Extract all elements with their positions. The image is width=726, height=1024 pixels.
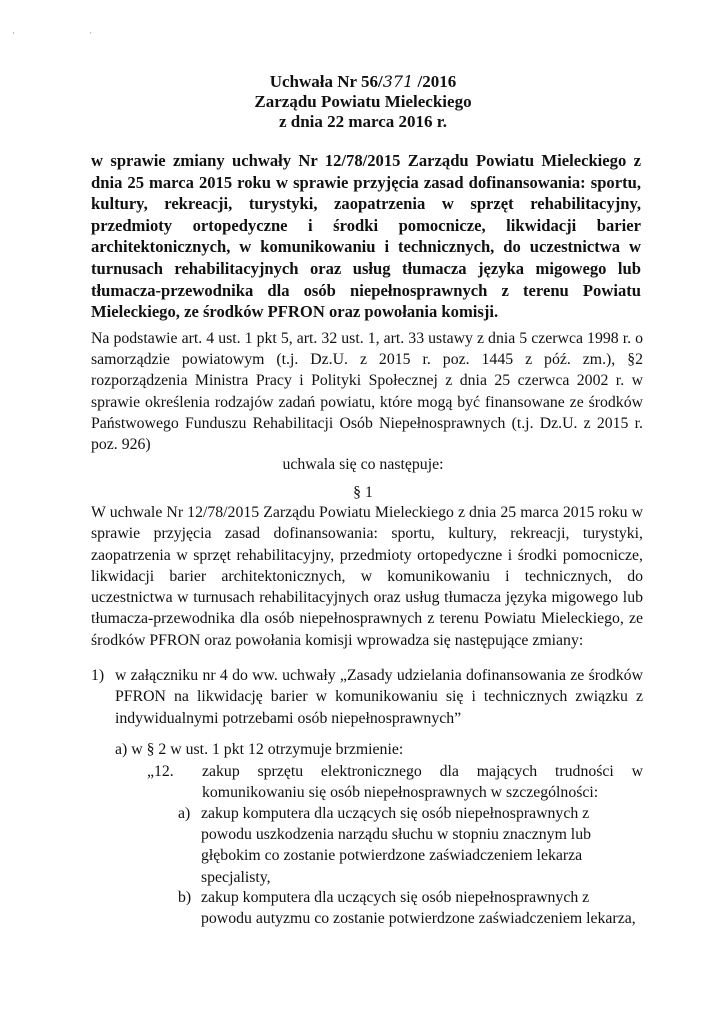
section-1-heading: § 1 bbox=[353, 484, 373, 501]
resolution-number-prefix: Uchwała Nr 56/ bbox=[269, 72, 383, 91]
scan-specks: ·​ · bbox=[12, 28, 129, 38]
resolves-line: uchwala się co następuje: bbox=[282, 456, 444, 473]
resolution-date: z dnia 22 marca 2016 r. bbox=[278, 112, 448, 131]
letter-a-label: a) bbox=[178, 805, 191, 822]
resolution-number-suffix: /2016 bbox=[413, 72, 457, 91]
item-number: 1) bbox=[91, 667, 105, 684]
letter-b-text: zakup komputera dla uczących się osób niepełnosprawnych z powodu autyzmu co zostanie potwierdzone zaświadczeniem lekarza, bbox=[201, 889, 636, 928]
resolution-header bbox=[0, 72, 726, 132]
item-1-text: w załączniku nr 4 do ww. uchwały „Zasady udzielania dofinansowania ze środków PFRON na likwidację barier w komunikowaniu się i technicznych związku z indywidualnymi potrzebami osób niepełnosprawnych” bbox=[115, 667, 643, 727]
sub-item-a: a) w § 2 w ust. 1 pkt 12 otrzymuje brzmienie: bbox=[115, 741, 404, 758]
handwritten-number: 371 bbox=[382, 72, 414, 91]
resolution-subject: w sprawie zmiany uchwały Nr 12/78/2015 Zarządu Powiatu Mieleckiego z dnia 25 marca 2015 roku w sprawie przyjęcia zasad dofinansowania: sportu, kultury, rekreacji, turystyki, zaopatrzenia w sprzęt rehabilitacyjny, przedmioty ortopedyczne i środki pomocnicze, likwidacji barier architektonicznych, w komunikowaniu i technicznych, do uczestnictwa w turnusach rehabilitacyjnych oraz usług tłumacza języka migowego lub tłumacza-przewodnika dla osób niepełnosprawnych z terenu Powiatu Mieleckiego, ze środków PFRON oraz powołania komisji. bbox=[91, 151, 641, 322]
resolution-number bbox=[0, 72, 726, 92]
section-1-intro: W uchwale Nr 12/78/2015 Zarządu Powiatu Mieleckiego z dnia 25 marca 2015 roku w sprawie przyjęcia zasad dofinansowania: sportu, kultury, rekreacji, turystyki, zaopatrzenia w sprzęt rehabilitacyjny, przedmioty ortopedyczne i środki pomocnicze, likwidacji barier architektonicznych, w komunikowaniu i technicznych, do uczestnictwa w turnusach rehabilitacyjnych oraz usług tłumacza języka migowego lub tłumacza-przewodnika dla osób niepełnosprawnych z terenu Powiatu Mieleckiego, ze środków PFRON oraz powołania komisji wprowadza się następujące zmiany: bbox=[91, 504, 643, 649]
letter-a-text: zakup komputera dla uczących się osób niepełnosprawnych z powodu uszkodzenia narządu słuchu w stopniu znacznym lub głębokim co zostanie potwierdzone zaświadczeniem lekarza specjalisty, bbox=[201, 805, 591, 886]
letter-b-label: b) bbox=[178, 889, 192, 906]
point-12-number: „12. bbox=[147, 763, 174, 780]
legal-basis: Na podstawie art. 4 ust. 1 pkt 5, art. 32 ust. 1, art. 33 ustawy z dnia 5 czerwca 1998 r. o samorządzie powiatowym (t.j. Dz.U. z 2015 r. poz. 1445 z póź. zm.), §2 rozporządzenia Ministra Pracy i Polityki Społecznej z dnia 25 czerwca 2002 r. w sprawie określenia rodzajów zadań powiatu, które mogą być finansowane ze środków Państwowego Funduszu Rehabilitacji Osób Niepełnosprawnych (t.j. Dz.U. z 2015 r. poz. 926) bbox=[91, 330, 643, 454]
issuing-body: Zarządu Powiatu Mieleckiego bbox=[254, 92, 472, 111]
point-12-text: zakup sprzętu elektronicznego dla mających trudności w komunikowaniu się osób niepełnosprawnych w szczególności: bbox=[202, 763, 643, 802]
